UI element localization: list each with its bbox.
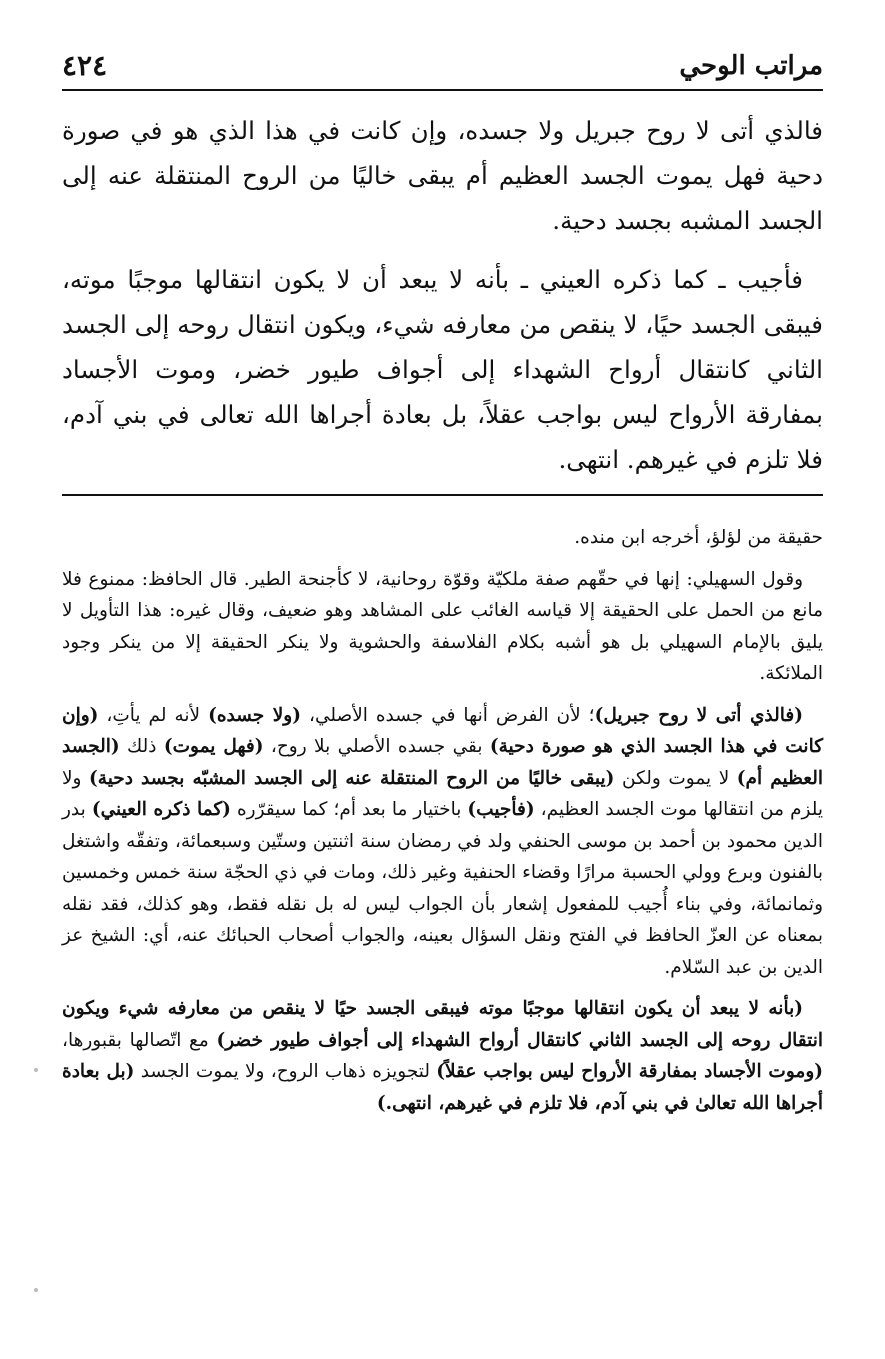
commentary-paragraph-1: حقيقة من لؤلؤ، أخرجه ابن منده. bbox=[574, 527, 823, 548]
scan-speck bbox=[34, 1288, 38, 1292]
commentary-text: لا يموت ولكن bbox=[614, 767, 737, 789]
commentary-text: لتجويزه ذهاب الروح، ولا يموت الجسد bbox=[134, 1061, 437, 1082]
commentary-text: بقي جسده الأصلي بلا روح، bbox=[263, 736, 490, 757]
quoted-matn: (فهل يموت) bbox=[163, 736, 264, 757]
quoted-matn: (وإن كانت في هذا الجسد الذي هو صورة دحية) bbox=[62, 704, 824, 757]
commentary-text: ؛ لأن الفرض أنها في جسده الأصلي، bbox=[300, 704, 595, 726]
quoted-matn: (فالذي أتى لا روح جبريل) bbox=[594, 704, 803, 726]
quoted-matn: (ولا جسده) bbox=[208, 704, 301, 726]
commentary-text: مع اتّصالها بقبورها، bbox=[62, 1029, 217, 1051]
main-paragraph-answer: فأجيب ـ كما ذكره العيني ـ بأنه لا يبعد أن لا يكون انتقالها موجبًا موته، فيبقى الجسد حيًا، لا ينقص من معارفه شيء، ويكون انتقال روحه إلى الجسد الثاني كانتقال أرواح الشهداء إلى أجواف طيور خضر، وموت الأجساد بمفارقة الأرواح ليس بواجب عقلاً، بل بعادة أجراها الله تعالى في بني آدم، فلا تلزم في غيرهم. انتهى. bbox=[62, 265, 823, 474]
commentary-paragraph-4 bbox=[62, 993, 823, 1119]
quoted-matn: (الجسد العظيم أم) bbox=[62, 736, 824, 789]
quoted-matn: (بأنه لا يبعد أن يكون انتقالها موجبًا موته فيبقى الجسد حيًا لا ينقص من معارفه شيء ويكون انتقال روحه إلى الجسد الثاني كانتقال أرواح الشهداء إلى أجواف طيور خضر) bbox=[62, 998, 823, 1051]
commentary-text: بدر الدين محمود بن أحمد بن موسى الحنفي ولد في رمضان سنة اثنتين وستّين وسبعمائة، وتفقّه واشتغل بالفنون وبرع وولي الحسبة مرارًا وقضاء الحنفية وغير ذلك، ومات في ذي الحجّة سنة خمس وخمسين وثمانمائة، وفي بناء أُجيب للمفعول إشعار بأن الجواب ليس له بل نقله فقط، وهو كذلك، فقد نقله بمعناه عن العزّ الحافظ في الفتح ونقل السؤال بعينه، والجواب أصحاب الحبائك عنه، أي: الشيخ عز الدين بن عبد السّلام. bbox=[62, 799, 823, 978]
commentary-separator bbox=[62, 494, 823, 496]
scan-speck bbox=[34, 1068, 38, 1072]
commentary-text: ولا يلزم من انتقالها موت الجسد العظيم، bbox=[62, 767, 824, 820]
quoted-matn: (بل بعادة أجراها الله تعالىٰ في بني آدم، فلا تلزم في غيرهم، انتهى.) bbox=[62, 1061, 823, 1114]
running-title: مراتب الوحي bbox=[679, 51, 823, 81]
commentary-paragraph-2: وقول السهيلي: إنها في حقّهم صفة ملكيّة وقوّة روحانية، لا كأجنحة الطير. قال الحافظ: ممنوع فلا مانع من الحمل على الحقيقة إلا قياسه الغائب على المشاهد وهو ضعيف، وقال غيره: هذا التأويل لا يليق بالإمام السهيلي بل هو أشبه بكلام الفلاسفة والحشوية ولا ينكر الحقيقة إلا من ينكر وجود الملائكة. bbox=[62, 568, 823, 684]
header-rule bbox=[62, 89, 823, 91]
quoted-matn: (وموت الأجساد بمفارقة الأرواح ليس بواجب عقلاً) bbox=[436, 1061, 824, 1082]
page-number: ٤٢٤ bbox=[62, 49, 108, 82]
quoted-matn: (فأجيب) bbox=[467, 799, 535, 820]
commentary-text: لأنه لم يأتِ، bbox=[98, 704, 209, 726]
quoted-matn: (يبقى خاليًا من الروح المنتقلة عنه إلى الجسد المشبّه بجسد دحية) bbox=[89, 767, 615, 789]
page-header bbox=[62, 40, 823, 86]
commentary-text: ذلك bbox=[119, 736, 164, 757]
main-text bbox=[62, 108, 823, 496]
quoted-matn: (كما ذكره العيني) bbox=[91, 799, 231, 820]
commentary-paragraph-3 bbox=[62, 700, 823, 984]
commentary bbox=[62, 522, 823, 1129]
commentary-text: باختيار ما بعد أم؛ كما سيقرّره bbox=[230, 799, 468, 820]
main-paragraph-question: فالذي أتى لا روح جبريل ولا جسده، وإن كانت في هذا الذي هو في صورة دحية فهل يموت الجسد العظيم أم يبقى خاليًا من الروح المنتقلة عنه إلى الجسد المشبه بجسد دحية. bbox=[62, 116, 823, 235]
